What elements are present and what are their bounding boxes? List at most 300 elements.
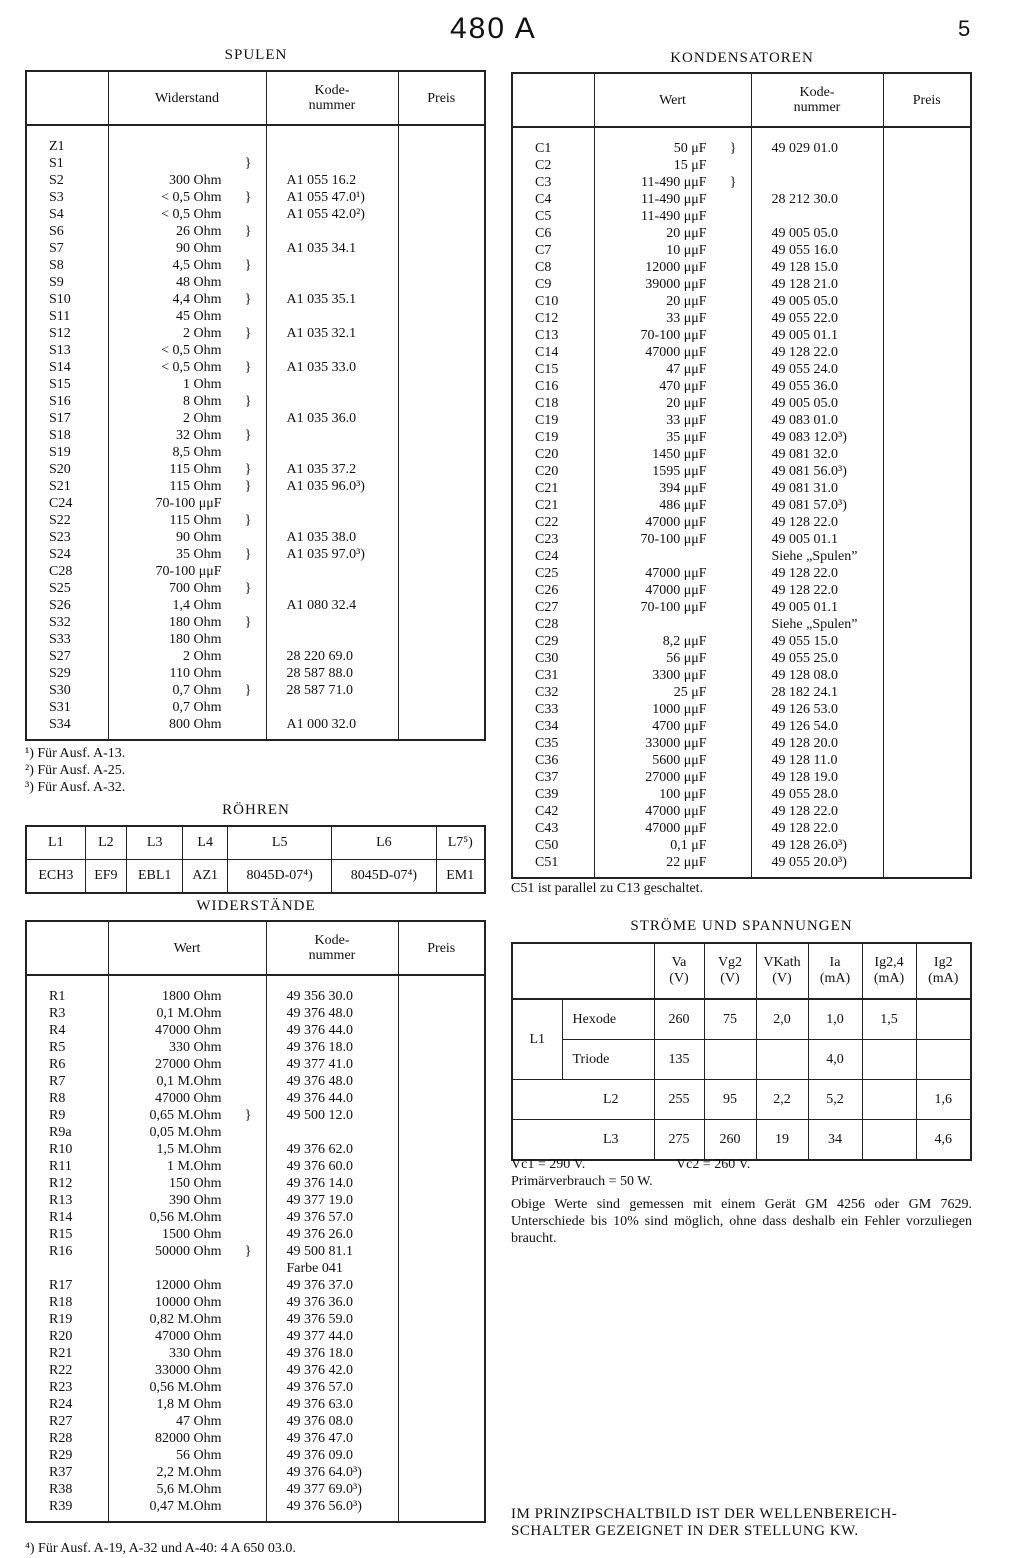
component-id: S6 (26, 223, 108, 240)
component-value: 1,4 Ohm (108, 597, 266, 614)
component-id: C30 (512, 650, 594, 667)
spulen-header-kode: Kode- nummer (266, 71, 398, 125)
code-number (266, 631, 398, 648)
kondensator-row (512, 225, 971, 242)
component-id: C24 (26, 495, 108, 512)
component-id (26, 1260, 108, 1277)
footer-note: IM PRINZIPSCHALTBILD IST DER WELLENBEREICH-SCHALTER GEZEIGNET IN DER STELLUNG KW. (511, 1506, 898, 1539)
spulen-row (26, 495, 485, 512)
code-number: 49 376 48.0 (266, 1005, 398, 1022)
component-value: < 0,5 Ohm (108, 342, 266, 359)
component-value: 35 μμF (594, 429, 751, 446)
component-id: R5 (26, 1039, 108, 1056)
measurement-cell: 255 (654, 1080, 704, 1120)
brace-mark: } (244, 156, 252, 171)
price-cell (398, 138, 485, 155)
kondensator-row (512, 582, 971, 599)
kondensator-row (512, 463, 971, 480)
widerstand-row (26, 1413, 485, 1430)
code-number (266, 155, 398, 172)
component-value: 1800 Ohm (108, 988, 266, 1005)
component-value (108, 138, 266, 155)
code-number: Siehe „Spulen” (751, 616, 883, 633)
kondensatoren-header-preis: Preis (883, 73, 971, 127)
component-id: R9a (26, 1124, 108, 1141)
component-value: 12000 Ohm (108, 1277, 266, 1294)
code-number: 49 500 12.0 (266, 1107, 398, 1124)
component-value: 70-100 μμF (594, 599, 751, 616)
price-cell (398, 1158, 485, 1175)
component-value: 1000 μμF (594, 701, 751, 718)
code-number: 49 376 48.0 (266, 1073, 398, 1090)
kondensator-row (512, 837, 971, 854)
vc2-line: Vc2 = 260 V. (676, 1157, 751, 1172)
code-number: 49 376 08.0 (266, 1413, 398, 1430)
price-cell (398, 1498, 485, 1515)
price-cell (398, 1260, 485, 1277)
tube-position: L3 (127, 826, 183, 860)
component-value: 90 Ohm (108, 529, 266, 546)
spulen-row (26, 308, 485, 325)
widerstand-row (26, 1209, 485, 1226)
widerstaende-header-wert: Wert (108, 921, 266, 975)
component-id: C33 (512, 701, 594, 718)
price-cell (398, 308, 485, 325)
kondensator-row (512, 667, 971, 684)
code-number: 49 376 60.0 (266, 1158, 398, 1175)
price-cell (398, 648, 485, 665)
code-number: A1 035 32.1 (266, 325, 398, 342)
code-number: A1 035 36.0 (266, 410, 398, 427)
brace-mark: } (244, 394, 252, 409)
price-cell (883, 293, 971, 310)
component-id: S2 (26, 172, 108, 189)
kondensatoren-header-wert: Wert (594, 73, 751, 127)
price-cell (883, 616, 971, 633)
price-cell (883, 548, 971, 565)
code-number: 49 005 05.0 (751, 293, 883, 310)
brace-mark: } (244, 292, 252, 307)
code-number: 49 376 62.0 (266, 1141, 398, 1158)
component-value: < 0,5 Ohm } (108, 359, 266, 376)
kondensatoren-note: C51 ist parallel zu C13 geschaltet. (511, 881, 704, 896)
price-cell (398, 1039, 485, 1056)
component-id: C7 (512, 242, 594, 259)
code-number: A1 035 35.1 (266, 291, 398, 308)
tube-type: 8045D-07⁴) (332, 860, 436, 894)
brace-mark: } (244, 360, 252, 375)
price-cell (398, 342, 485, 359)
component-id: R3 (26, 1005, 108, 1022)
widerstand-row (26, 1294, 485, 1311)
price-cell (398, 172, 485, 189)
component-value: 5,6 M.Ohm (108, 1481, 266, 1498)
component-value: 110 Ohm (108, 665, 266, 682)
price-cell (398, 1022, 485, 1039)
price-cell (883, 820, 971, 837)
component-value (108, 155, 266, 172)
primaerverbrauch: Primärverbrauch = 50 W. (511, 1174, 653, 1189)
price-cell (398, 1430, 485, 1447)
code-number: 28 212 30.0 (751, 191, 883, 208)
code-number: 49 128 20.0 (751, 735, 883, 752)
kondensatoren-header-id (512, 73, 594, 127)
component-id: C24 (512, 548, 594, 565)
price-cell (883, 752, 971, 769)
price-cell (883, 735, 971, 752)
kondensator-row (512, 616, 971, 633)
price-cell (398, 529, 485, 546)
component-value: 56 μμF (594, 650, 751, 667)
price-cell (883, 276, 971, 293)
code-number: 28 220 69.0 (266, 648, 398, 665)
kondensator-row (512, 599, 971, 616)
widerstand-row (26, 1430, 485, 1447)
component-value: 470 μμF (594, 378, 751, 395)
component-id: R28 (26, 1430, 108, 1447)
tube-type: ECH3 (26, 860, 85, 894)
spulen-table (25, 70, 486, 741)
kondensatoren-title: KONDENSATOREN (670, 50, 814, 66)
component-id: S17 (26, 410, 108, 427)
price-cell (398, 359, 485, 376)
code-number (751, 174, 883, 191)
widerstand-row (26, 1243, 485, 1260)
component-value: 2 Ohm (108, 648, 266, 665)
component-value: 47 Ohm (108, 1413, 266, 1430)
kondensator-row (512, 327, 971, 344)
component-value: 26 Ohm } (108, 223, 266, 240)
price-cell (883, 174, 971, 191)
brace-mark: } (244, 224, 252, 239)
component-id: S3 (26, 189, 108, 206)
brace-mark: } (244, 547, 252, 562)
price-cell (883, 208, 971, 225)
price-cell (398, 206, 485, 223)
price-cell (883, 344, 971, 361)
component-value: 0,7 Ohm } (108, 682, 266, 699)
price-cell (398, 1090, 485, 1107)
spulen-row (26, 716, 485, 733)
widerstand-row (26, 1481, 485, 1498)
measurement-cell: 135 (654, 1040, 704, 1080)
component-id: C28 (26, 563, 108, 580)
code-number: 49 376 18.0 (266, 1345, 398, 1362)
component-value: 33 μμF (594, 412, 751, 429)
code-number: 49 005 01.1 (751, 531, 883, 548)
kondensator-row (512, 769, 971, 786)
price-cell (398, 1056, 485, 1073)
component-id: C27 (512, 599, 594, 616)
kondensator-row (512, 548, 971, 565)
component-id: C3 (512, 174, 594, 191)
roehren-table (25, 825, 486, 894)
component-id: R4 (26, 1022, 108, 1039)
component-id: R38 (26, 1481, 108, 1498)
code-number: A1 000 32.0 (266, 716, 398, 733)
component-id: C31 (512, 667, 594, 684)
stroeme-header-va: Va (V) (654, 943, 704, 999)
price-cell (883, 463, 971, 480)
component-id: R8 (26, 1090, 108, 1107)
widerstand-row (26, 988, 485, 1005)
tube-position: L7⁵) (436, 826, 485, 860)
component-id: R16 (26, 1243, 108, 1260)
price-cell (398, 1107, 485, 1124)
tube-position: L6 (332, 826, 436, 860)
kondensator-row (512, 514, 971, 531)
tube-position: L1 (26, 826, 85, 860)
code-number: 49 055 22.0 (751, 310, 883, 327)
spulen-row (26, 614, 485, 631)
component-value: 47000 μμF (594, 820, 751, 837)
component-value: 1 M.Ohm (108, 1158, 266, 1175)
stroeme-header-ig2: Ig2 (mA) (916, 943, 971, 999)
spulen-row (26, 155, 485, 172)
code-number (266, 308, 398, 325)
component-id: R9 (26, 1107, 108, 1124)
component-id: S7 (26, 240, 108, 257)
component-id: C25 (512, 565, 594, 582)
code-number (266, 614, 398, 631)
price-cell (883, 718, 971, 735)
component-id: S23 (26, 529, 108, 546)
kondensatoren-header-kode: Kode- nummer (751, 73, 883, 127)
component-value: < 0,5 Ohm } (108, 189, 266, 206)
component-value: 27000 Ohm (108, 1056, 266, 1073)
code-number: 49 376 09.0 (266, 1447, 398, 1464)
stroeme-row (512, 1040, 971, 1080)
spulen-row (26, 512, 485, 529)
component-id: C37 (512, 769, 594, 786)
brace-mark: } (244, 326, 252, 341)
price-cell (398, 1328, 485, 1345)
measurement-cell: 5,2 (808, 1080, 862, 1120)
price-cell (398, 189, 485, 206)
measurement-cell: 95 (704, 1080, 756, 1120)
component-value: 27000 μμF (594, 769, 751, 786)
price-cell (883, 599, 971, 616)
component-id: S31 (26, 699, 108, 716)
measurement-cell: 19 (756, 1120, 808, 1161)
component-value: 0,56 M.Ohm (108, 1209, 266, 1226)
component-id: R19 (26, 1311, 108, 1328)
component-id: S13 (26, 342, 108, 359)
price-cell (883, 514, 971, 531)
component-value: 47000 μμF (594, 803, 751, 820)
component-id: C14 (512, 344, 594, 361)
kondensator-row (512, 497, 971, 514)
price-cell (398, 563, 485, 580)
price-cell (883, 191, 971, 208)
component-id: R22 (26, 1362, 108, 1379)
tube-type: EM1 (436, 860, 485, 894)
price-cell (398, 1175, 485, 1192)
widerstand-row (26, 1226, 485, 1243)
spulen-row (26, 631, 485, 648)
code-number: 49 128 19.0 (751, 769, 883, 786)
component-id: C12 (512, 310, 594, 327)
kondensator-row (512, 565, 971, 582)
code-number: 49 128 22.0 (751, 514, 883, 531)
component-value: 47000 μμF (594, 565, 751, 582)
code-number: 49 005 05.0 (751, 395, 883, 412)
code-number: 49 376 42.0 (266, 1362, 398, 1379)
price-cell (398, 1413, 485, 1430)
component-value (594, 616, 751, 633)
brace-mark: } (729, 141, 737, 156)
component-value: 390 Ohm (108, 1192, 266, 1209)
component-id: R11 (26, 1158, 108, 1175)
component-value: 48 Ohm (108, 274, 266, 291)
spulen-title: SPULEN (224, 47, 288, 63)
price-cell (883, 701, 971, 718)
code-number (266, 699, 398, 716)
tube-type: 8045D-07⁴) (228, 860, 332, 894)
kondensator-row (512, 344, 971, 361)
component-id: C1 (512, 140, 594, 157)
component-id: S19 (26, 444, 108, 461)
measurement-cell (704, 1040, 756, 1080)
component-value: 394 μμF (594, 480, 751, 497)
component-id: R17 (26, 1277, 108, 1294)
brace-mark: } (244, 258, 252, 273)
component-id: C22 (512, 514, 594, 531)
component-id: S30 (26, 682, 108, 699)
price-cell (883, 412, 971, 429)
measurement-cell: 1,0 (808, 999, 862, 1040)
component-id: S22 (26, 512, 108, 529)
kondensator-row (512, 276, 971, 293)
code-number: 49 376 63.0 (266, 1396, 398, 1413)
widerstand-row (26, 1396, 485, 1413)
kondensator-row (512, 293, 971, 310)
kondensator-row (512, 718, 971, 735)
price-cell (883, 140, 971, 157)
price-cell (398, 597, 485, 614)
price-cell (883, 225, 971, 242)
price-cell (398, 461, 485, 478)
price-cell (883, 582, 971, 599)
code-number: 28 587 88.0 (266, 665, 398, 682)
price-cell (883, 667, 971, 684)
tube-type: EF9 (85, 860, 126, 894)
code-number (266, 444, 398, 461)
measurement-cell: 4,6 (916, 1120, 971, 1161)
spulen-row (26, 546, 485, 563)
component-id: S15 (26, 376, 108, 393)
price-cell (398, 444, 485, 461)
spulen-row (26, 240, 485, 257)
price-cell (398, 325, 485, 342)
code-number: 49 055 20.0³) (751, 854, 883, 871)
stroeme-note: Obige Werte sind gemessen mit einem Gerät GM 4256 oder GM 7629. Unterschiede bis 10% sind möglich, ohne dass deshalb ein Fehler vorzuliegen braucht. (511, 1197, 972, 1246)
kondensator-row (512, 786, 971, 803)
measurement-cell: 1,5 (862, 999, 916, 1040)
component-value: 8,2 μμF (594, 633, 751, 650)
component-value: 5600 μμF (594, 752, 751, 769)
component-value: 150 Ohm (108, 1175, 266, 1192)
kondensator-row (512, 361, 971, 378)
price-cell (398, 1124, 485, 1141)
widerstand-row (26, 1158, 485, 1175)
component-id: R23 (26, 1379, 108, 1396)
component-value: < 0,5 Ohm (108, 206, 266, 223)
component-id: S10 (26, 291, 108, 308)
component-id: C4 (512, 191, 594, 208)
price-cell (398, 1277, 485, 1294)
component-value: 4,5 Ohm } (108, 257, 266, 274)
spulen-row (26, 648, 485, 665)
widerstand-row (26, 1379, 485, 1396)
component-value: 180 Ohm } (108, 614, 266, 631)
code-number: 49 376 59.0 (266, 1311, 398, 1328)
component-id: C23 (512, 531, 594, 548)
section-label: Hexode (562, 999, 654, 1040)
kondensator-row (512, 378, 971, 395)
widerstand-row (26, 1175, 485, 1192)
component-value: 115 Ohm } (108, 478, 266, 495)
code-number (266, 223, 398, 240)
component-value: 82000 Ohm (108, 1430, 266, 1447)
code-number: Siehe „Spulen” (751, 548, 883, 565)
spulen-row (26, 410, 485, 427)
price-cell (883, 395, 971, 412)
component-value: 47000 μμF (594, 582, 751, 599)
widerstaende-footnote: ⁴) Für Ausf. A-19, A-32 und A-40: 4 A 650 03.0. (25, 1541, 296, 1556)
component-id: R39 (26, 1498, 108, 1515)
measurement-cell: 275 (654, 1120, 704, 1161)
component-id: S18 (26, 427, 108, 444)
component-id: S1 (26, 155, 108, 172)
brace-mark: } (244, 190, 252, 205)
price-cell (398, 1396, 485, 1413)
component-id: S12 (26, 325, 108, 342)
widerstand-row (26, 1073, 485, 1090)
price-cell (883, 531, 971, 548)
component-value: 32 Ohm } (108, 427, 266, 444)
component-value: 10000 Ohm (108, 1294, 266, 1311)
measurement-cell: 2,2 (756, 1080, 808, 1120)
component-id: C42 (512, 803, 594, 820)
component-id: C32 (512, 684, 594, 701)
widerstaende-header-preis: Preis (398, 921, 485, 975)
component-id: R21 (26, 1345, 108, 1362)
price-cell (398, 1481, 485, 1498)
spulen-header-widerstand: Widerstand (108, 71, 266, 125)
price-cell (398, 1311, 485, 1328)
price-cell (883, 854, 971, 871)
component-value: 45 Ohm (108, 308, 266, 325)
code-number: 49 005 01.1 (751, 599, 883, 616)
component-value: 100 μμF (594, 786, 751, 803)
kondensator-row (512, 854, 971, 871)
component-value: 1,8 M Ohm (108, 1396, 266, 1413)
price-cell (883, 242, 971, 259)
spulen-row (26, 206, 485, 223)
widerstand-row (26, 1362, 485, 1379)
component-value: 4700 μμF (594, 718, 751, 735)
component-id: C34 (512, 718, 594, 735)
component-value: 90 Ohm (108, 240, 266, 257)
code-number: 49 128 08.0 (751, 667, 883, 684)
code-number (266, 393, 398, 410)
component-value: 47000 Ohm (108, 1022, 266, 1039)
component-value: 0,05 M.Ohm (108, 1124, 266, 1141)
code-number: 28 587 71.0 (266, 682, 398, 699)
component-value: 115 Ohm } (108, 461, 266, 478)
price-cell (398, 495, 485, 512)
